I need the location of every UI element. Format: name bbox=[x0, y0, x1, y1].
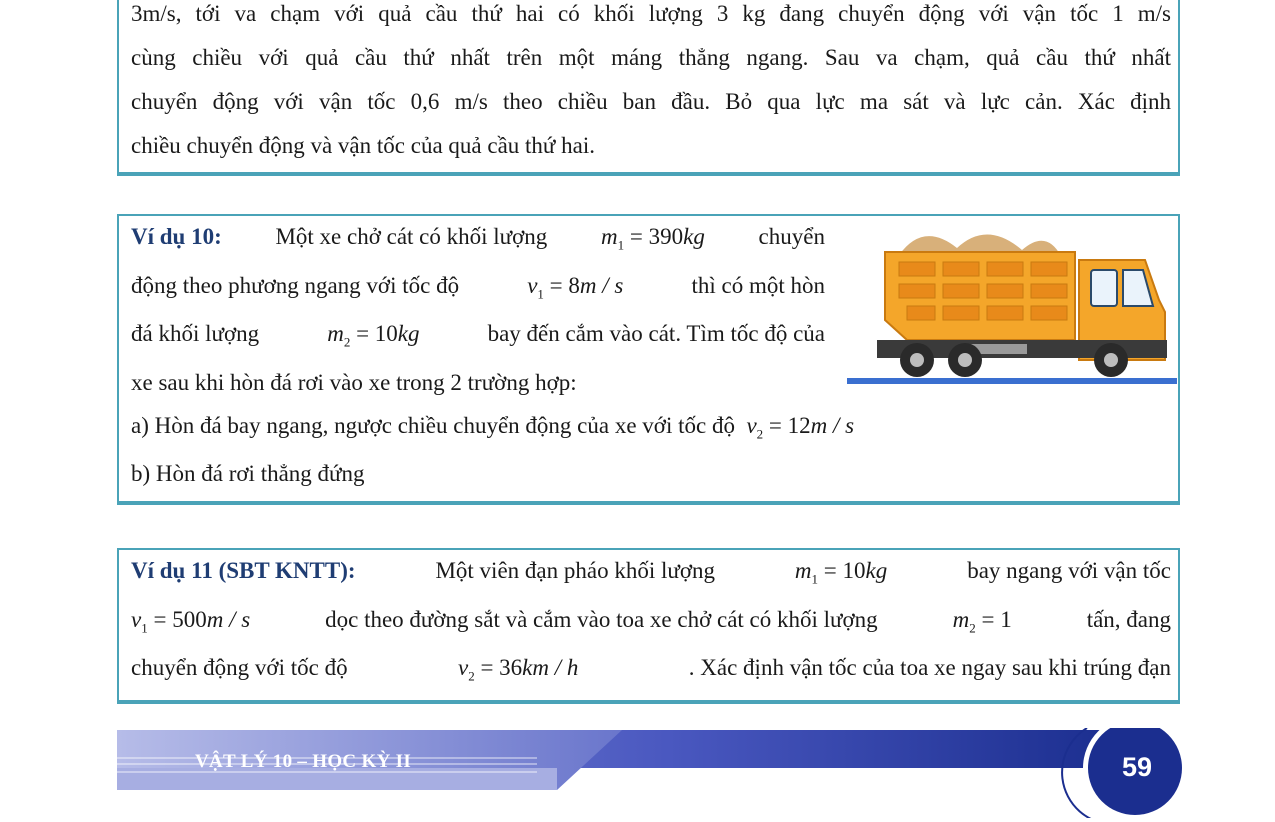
math-expression: $m_2 = 10kg$ bbox=[327, 321, 420, 350]
text-fragment: động theo phương ngang với tốc độ bbox=[131, 273, 460, 298]
text-line bbox=[131, 273, 825, 303]
math-expression: $m_1 = 390kg$ bbox=[601, 224, 705, 253]
text-fragment: chuyển động với tốc độ bbox=[131, 655, 348, 680]
example-label: Ví dụ 10: bbox=[131, 224, 222, 249]
example-11-box bbox=[117, 548, 1180, 704]
text-fragment: thì có một hòn bbox=[691, 273, 825, 298]
text-fragment: dọc theo đường sắt và cắm vào toa xe chở cát có khối lượng bbox=[325, 607, 878, 632]
page-number: 59 bbox=[1122, 752, 1153, 782]
problem-box-continued bbox=[117, 0, 1180, 176]
footer-banner bbox=[117, 728, 1187, 818]
text-fragment: chuyển bbox=[758, 224, 825, 249]
text-fragment: Một viên đạn pháo khối lượng bbox=[435, 558, 715, 583]
text-line bbox=[131, 321, 825, 351]
text-fragment: a) Hòn đá bay ngang, ngược chiều chuyển động của xe với tốc độ bbox=[131, 413, 735, 438]
math-expression: $v_1 = 500m / s$ bbox=[131, 607, 251, 636]
text-fragment: . Xác định vận tốc của toa xe ngay sau khi trúng đạn bbox=[688, 655, 1171, 680]
text-line: xe sau khi hòn đá rơi vào xe trong 2 trường hợp: bbox=[131, 370, 577, 395]
text-fragment: đá khối lượng bbox=[131, 321, 260, 346]
text-line bbox=[131, 224, 825, 254]
text-line bbox=[131, 607, 1171, 637]
text-line: 3m/s, tới va chạm với quả cầu thứ hai có khối lượng 3 kg đang chuyển động với vận tốc 1 m/s bbox=[131, 1, 1171, 26]
text-line bbox=[131, 558, 1171, 588]
math-expression: $m_1 = 10kg$ bbox=[794, 558, 888, 587]
text-line: b) Hòn đá rơi thẳng đứng bbox=[131, 461, 365, 486]
math-expression: $v_1 = 8m / s$ bbox=[527, 273, 624, 302]
math-expression: $v_2 = 12m / s$ bbox=[746, 413, 855, 442]
text-fragment: bay ngang với vận tốc bbox=[967, 558, 1171, 583]
text-fragment: Một xe chở cát có khối lượng bbox=[275, 224, 548, 249]
math-expression: $m_2 = 1$ bbox=[952, 607, 1012, 636]
text-fragment: tấn, đang bbox=[1086, 607, 1171, 632]
math-expression: $v_2 = 36km / h$ bbox=[457, 655, 579, 684]
text-line bbox=[131, 413, 854, 443]
footer-title: VẬT LÝ 10 – HỌC KỲ II bbox=[195, 751, 412, 772]
text-line: cùng chiều với quả cầu thứ nhất trên một máng thẳng ngang. Sau va chạm, quả cầu thứ nhất bbox=[131, 45, 1171, 70]
text-line bbox=[131, 655, 1171, 685]
text-line: chuyển động với vận tốc 0,6 m/s theo chiều ban đầu. Bỏ qua lực ma sát và lực cản. Xác định bbox=[131, 89, 1171, 114]
dump-truck-illustration bbox=[847, 220, 1177, 388]
text-line: chiều chuyển động và vận tốc của quả cầu thứ hai. bbox=[131, 133, 595, 158]
text-fragment: bay đến cắm vào cát. Tìm tốc độ của bbox=[487, 321, 825, 346]
example-10-box bbox=[117, 214, 1180, 505]
example-label: Ví dụ 11 (SBT KNTT): bbox=[131, 558, 356, 583]
